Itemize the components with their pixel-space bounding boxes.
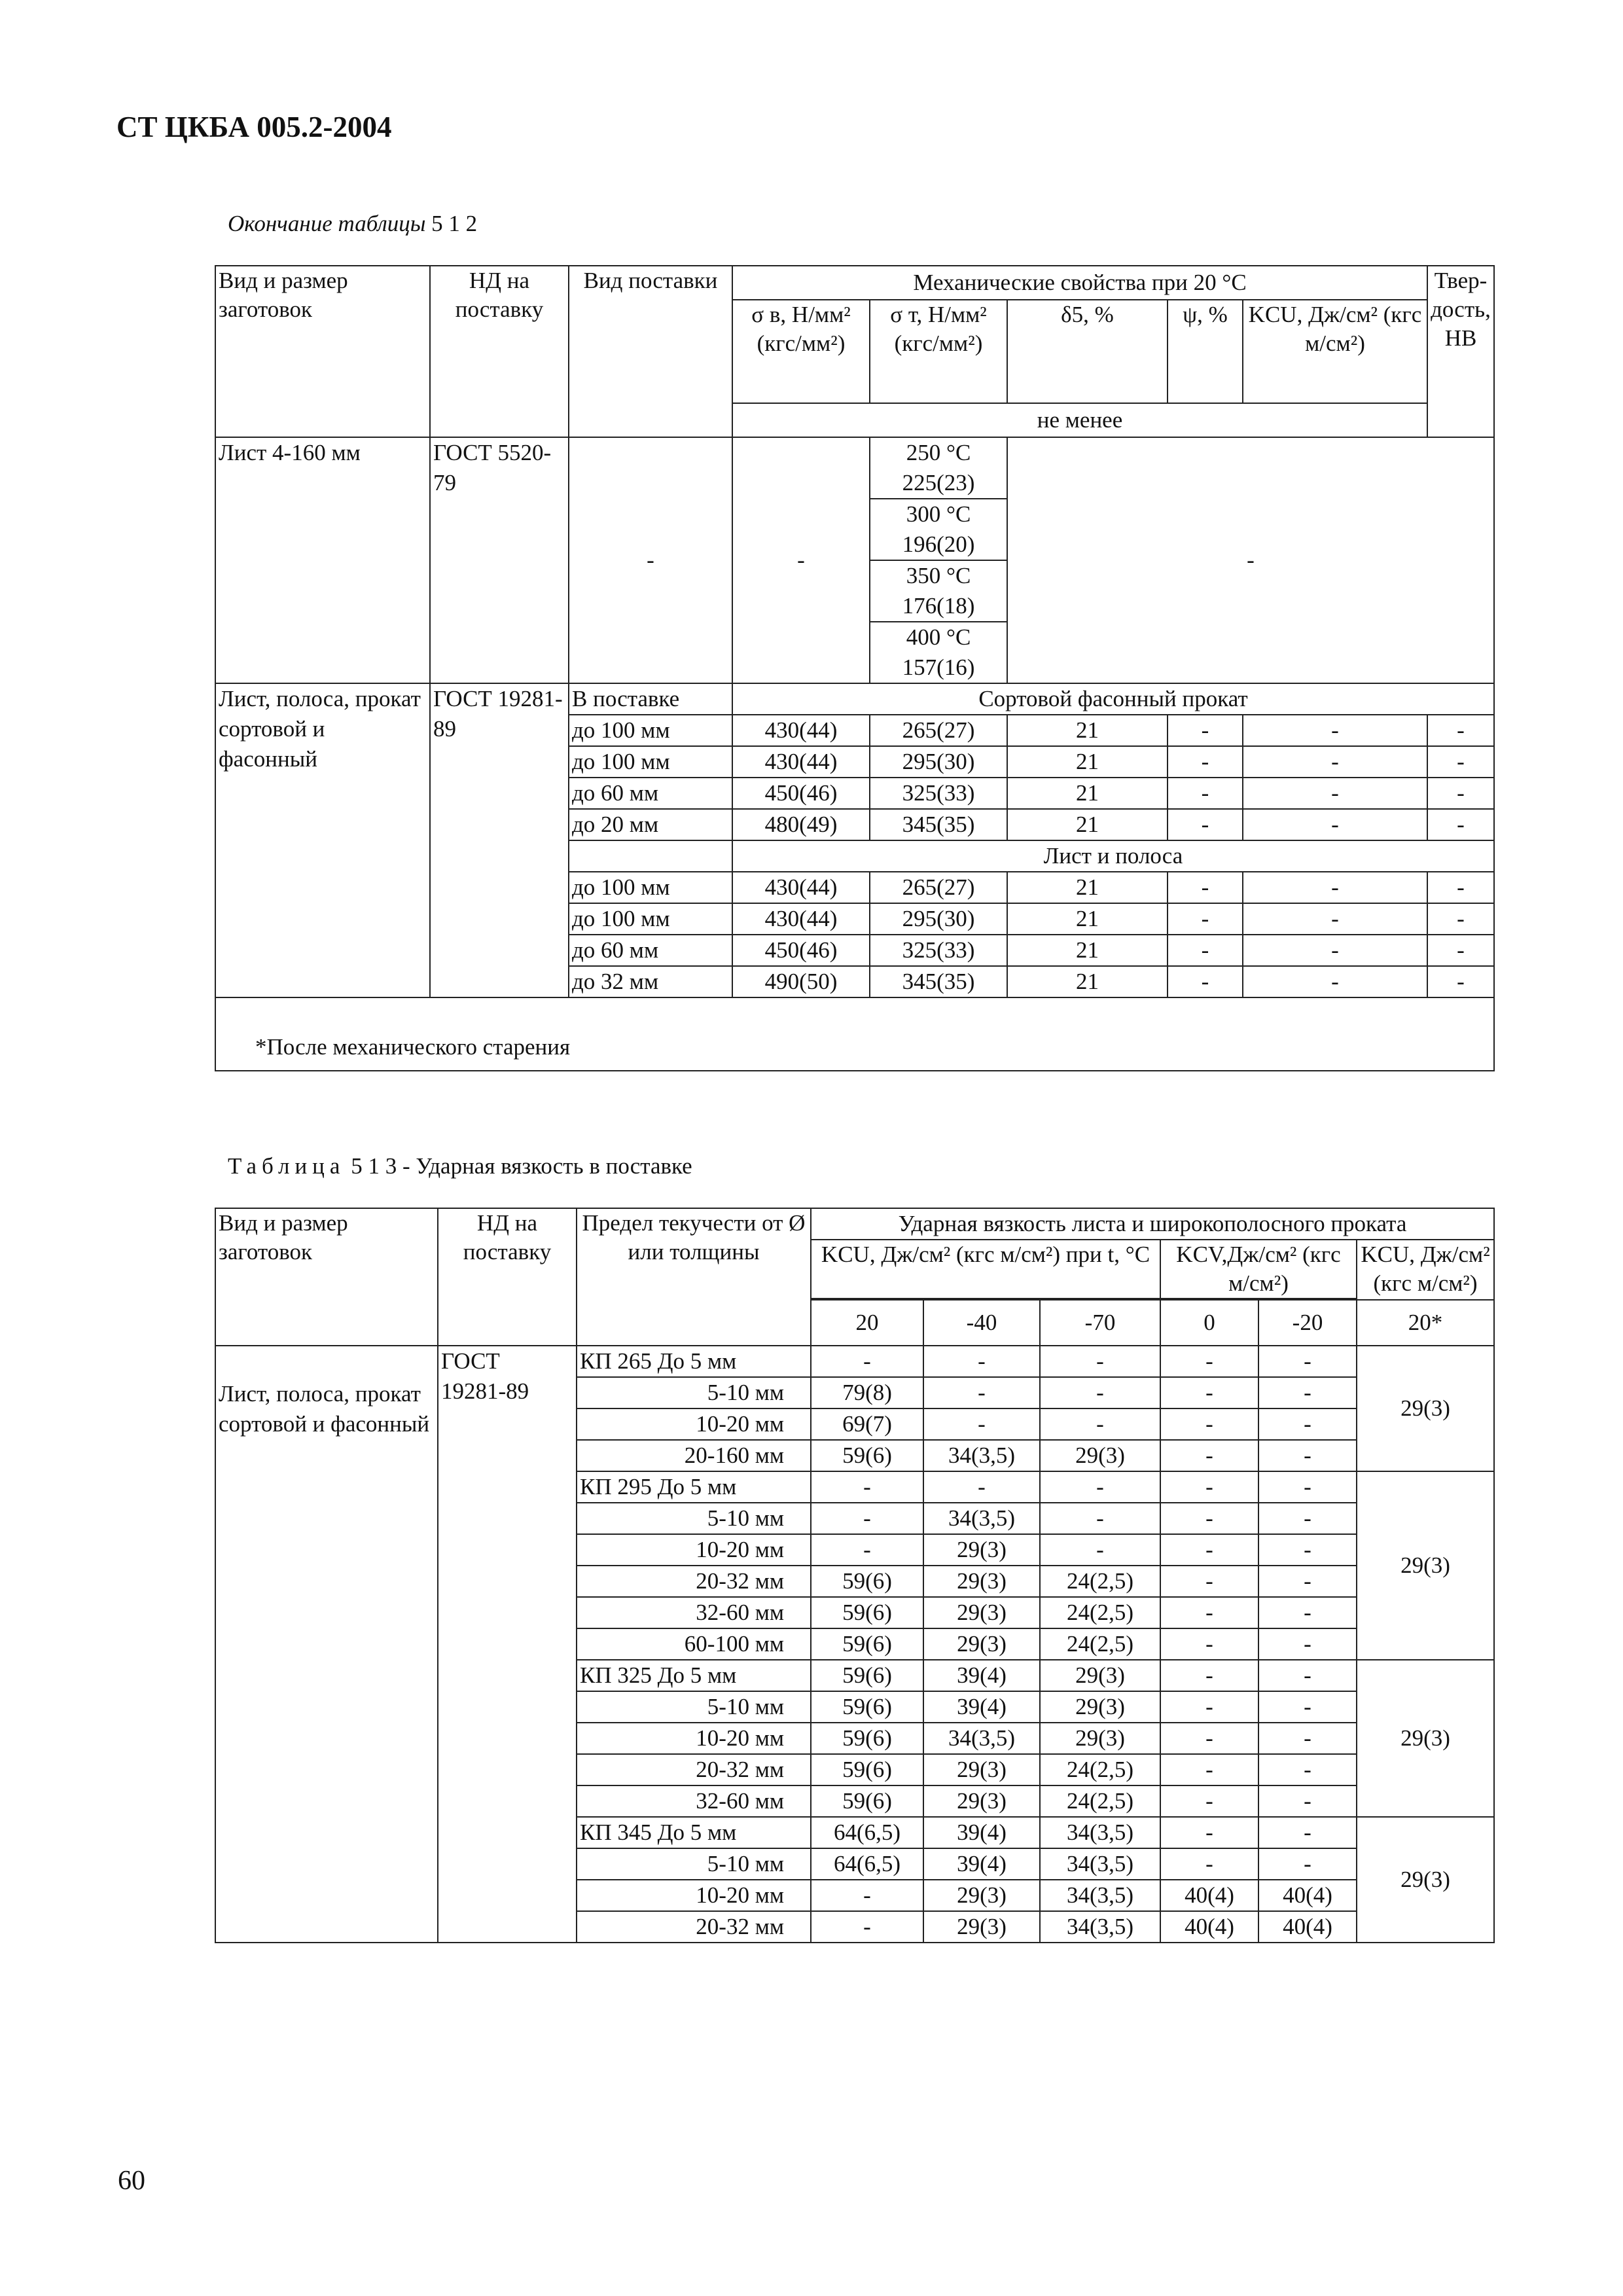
yield-size-cell: 60-100 мм [577, 1628, 811, 1660]
temp-value: 157(16) [902, 655, 975, 680]
header-blank-type: Вид и размер заготовок [215, 266, 430, 437]
size-cell: до 100 мм [569, 715, 732, 746]
value-cell: 29(3) [923, 1911, 1040, 1943]
value-cell: - [923, 1408, 1040, 1440]
value-cell: 480(49) [732, 809, 870, 840]
value-cell: - [811, 1503, 923, 1534]
temp-value: 225(23) [902, 470, 975, 495]
aged-kcu-cell: 29(3) [1357, 1817, 1494, 1943]
value-cell: 40(4) [1258, 1880, 1357, 1911]
value-cell: - [1427, 966, 1494, 997]
aged-kcu-cell: 29(3) [1357, 1660, 1494, 1817]
value-cell: 430(44) [732, 872, 870, 903]
yield-size-cell: 20-32 мм [577, 1911, 811, 1943]
value-cell: - [1160, 1660, 1258, 1691]
yield-size-cell: 10-20 мм [577, 1880, 811, 1911]
value-cell: 29(3) [923, 1628, 1040, 1660]
value-cell: - [1427, 715, 1494, 746]
value-cell: 29(3) [1040, 1440, 1160, 1471]
value-cell: 39(4) [923, 1817, 1040, 1848]
value-cell: - [1160, 1408, 1258, 1440]
value-cell: - [1243, 935, 1427, 966]
value-cell: - [1258, 1628, 1357, 1660]
value-cell: - [1160, 1346, 1258, 1377]
value-cell: - [1427, 809, 1494, 840]
row2-delivery-header: В поставке [569, 683, 732, 715]
yield-size-cell: 10-20 мм [577, 1534, 811, 1566]
header-yield-limit: Предел текучести от Ø или толщины [577, 1208, 811, 1346]
value-cell: 29(3) [923, 1880, 1040, 1911]
value-cell: - [1160, 1628, 1258, 1660]
value-cell: 29(3) [923, 1534, 1040, 1566]
value-cell: - [1243, 903, 1427, 935]
header-impact-group: Ударная вязкость листа и широкополосного проката [811, 1208, 1494, 1240]
yield-size-cell: 5-10 мм [577, 1503, 811, 1534]
value-cell: - [1243, 966, 1427, 997]
value-cell: 34(3,5) [1040, 1848, 1160, 1880]
table-5-13-caption-word: Таблица [228, 1153, 346, 1179]
value-cell: - [1168, 903, 1243, 935]
row1-delivery: - [569, 437, 732, 683]
value-cell: - [1040, 1377, 1160, 1408]
value-cell: 34(3,5) [1040, 1911, 1160, 1943]
row1-temp-cell [870, 499, 1007, 560]
header-blank-type: Вид и размер заготовок [215, 1208, 438, 1346]
header-kcu: KCU, Дж/см² (кгс м/см²) при t, °С [811, 1240, 1160, 1299]
value-cell: - [1243, 746, 1427, 778]
value-cell: - [1258, 1723, 1357, 1754]
value-cell: - [1258, 1597, 1357, 1628]
value-cell: 59(6) [811, 1723, 923, 1754]
page-number: 60 [118, 2166, 145, 2196]
value-cell: - [1427, 903, 1494, 935]
value-cell: - [1040, 1471, 1160, 1503]
header-delta: δ5, % [1007, 300, 1168, 403]
value-cell: - [1160, 1691, 1258, 1723]
value-cell: 29(3) [923, 1597, 1040, 1628]
table-5-13-body [215, 1208, 1494, 1943]
value-cell: - [923, 1346, 1040, 1377]
value-cell: 430(44) [732, 903, 870, 935]
section-shaped-rolled: Сортовой фасонный прокат [732, 683, 1494, 715]
value-cell: 21 [1007, 746, 1168, 778]
value-cell: - [1258, 1660, 1357, 1691]
value-cell: - [1168, 966, 1243, 997]
temp-label: 350 °С [906, 563, 971, 588]
value-cell: 24(2,5) [1040, 1754, 1160, 1785]
value-cell: 21 [1007, 903, 1168, 935]
value-cell: - [1040, 1408, 1160, 1440]
value-cell: 29(3) [1040, 1723, 1160, 1754]
value-cell: 40(4) [1160, 1880, 1258, 1911]
value-cell: - [1168, 715, 1243, 746]
value-cell: - [1160, 1440, 1258, 1471]
value-cell: - [1243, 872, 1427, 903]
yield-size-cell: 20-32 мм [577, 1566, 811, 1597]
value-cell: - [1258, 1848, 1357, 1880]
header-sigma-v: σ в, Н/мм² (кгс/мм²) [732, 300, 870, 403]
nd-line: ГОСТ [441, 1348, 500, 1374]
value-cell: 39(4) [923, 1691, 1040, 1723]
value-cell: - [1258, 1754, 1357, 1785]
value-cell: - [1258, 1534, 1357, 1566]
value-cell: - [811, 1346, 923, 1377]
value-cell: 40(4) [1258, 1911, 1357, 1943]
yield-size-cell: 20-160 мм [577, 1440, 811, 1471]
table-5-12-caption [228, 211, 477, 237]
size-cell: до 100 мм [569, 746, 732, 778]
value-cell: - [1160, 1566, 1258, 1597]
header-psi: ψ, % [1168, 300, 1243, 403]
header-nd: НД на поставку [430, 266, 569, 437]
value-cell: - [1040, 1534, 1160, 1566]
value-cell: - [1427, 778, 1494, 809]
table-row [215, 1346, 1494, 1377]
temp-value: 176(18) [902, 593, 975, 619]
yield-size-cell: КП 295 До 5 мм [577, 1471, 811, 1503]
table-5-13-caption [228, 1153, 692, 1179]
temp-label: 400 °С [906, 624, 971, 650]
yield-size-cell: 5-10 мм [577, 1848, 811, 1880]
value-cell: 59(6) [811, 1754, 923, 1785]
value-cell: - [1168, 809, 1243, 840]
value-cell: 24(2,5) [1040, 1785, 1160, 1817]
value-cell: 34(3,5) [1040, 1880, 1160, 1911]
row1-temp-cell [870, 622, 1007, 683]
value-cell: 24(2,5) [1040, 1566, 1160, 1597]
value-cell: 21 [1007, 966, 1168, 997]
value-cell: 265(27) [870, 715, 1007, 746]
value-cell: - [1258, 1503, 1357, 1534]
value-cell: 59(6) [811, 1628, 923, 1660]
row1-nd: ГОСТ 5520-79 [430, 437, 569, 683]
value-cell: 29(3) [1040, 1691, 1160, 1723]
header-kcu: KCU, Дж/см² (кгс м/см²) [1243, 300, 1427, 403]
row1-sigma-v: - [732, 437, 870, 683]
temp-label: 250 °С [906, 440, 971, 465]
yield-size-cell: 10-20 мм [577, 1723, 811, 1754]
yield-size-cell: 5-10 мм [577, 1377, 811, 1408]
table-5-13-caption-text: 5 1 3 - Ударная вязкость в поставке [351, 1153, 692, 1179]
nd-line: 19281-89 [441, 1378, 529, 1404]
value-cell: - [1040, 1346, 1160, 1377]
value-cell: - [1243, 715, 1427, 746]
value-cell: - [1168, 935, 1243, 966]
empty-cell [569, 840, 732, 872]
value-cell: - [923, 1471, 1040, 1503]
yield-size-cell: 32-60 мм [577, 1785, 811, 1817]
header-mech-properties: Механические свойства при 20 °С [732, 266, 1427, 300]
value-cell: - [1258, 1471, 1357, 1503]
header-sigma-t: σ т, Н/мм² (кгс/мм²) [870, 300, 1007, 403]
header-temp: 20* [1357, 1300, 1494, 1346]
value-cell: 24(2,5) [1040, 1628, 1160, 1660]
value-cell: 64(6,5) [811, 1848, 923, 1880]
row1-temp-cell [870, 437, 1007, 499]
yield-size-cell: КП 345 До 5 мм [577, 1817, 811, 1848]
value-cell: - [1258, 1566, 1357, 1597]
header-temp: -40 [923, 1300, 1040, 1346]
value-cell: - [1160, 1471, 1258, 1503]
value-cell: - [1168, 778, 1243, 809]
value-cell: 29(3) [1040, 1660, 1160, 1691]
value-cell: 59(6) [811, 1440, 923, 1471]
table-5-12-caption-number: 5 1 2 [431, 211, 478, 236]
value-cell: 430(44) [732, 715, 870, 746]
size-cell: до 100 мм [569, 903, 732, 935]
row2-blank: Лист, полоса, прокат сортовой и фасонный [215, 683, 430, 997]
value-cell: 430(44) [732, 746, 870, 778]
size-cell: до 100 мм [569, 872, 732, 903]
value-cell: 59(6) [811, 1566, 923, 1597]
header-kcu-aged: KCU, Дж/см² (кгс м/см²) [1357, 1240, 1494, 1300]
value-cell: 265(27) [870, 872, 1007, 903]
value-cell: 34(3,5) [923, 1723, 1040, 1754]
yield-size-cell: 32-60 мм [577, 1597, 811, 1628]
value-cell: 21 [1007, 935, 1168, 966]
value-cell: 490(50) [732, 966, 870, 997]
value-cell: 325(33) [870, 935, 1007, 966]
value-cell: 64(6,5) [811, 1817, 923, 1848]
value-cell: - [1160, 1754, 1258, 1785]
value-cell: 69(7) [811, 1408, 923, 1440]
value-cell: - [1040, 1503, 1160, 1534]
table-5-12-caption-prefix: Окончание таблицы [228, 211, 426, 236]
yield-size-cell: 10-20 мм [577, 1408, 811, 1440]
value-cell: 325(33) [870, 778, 1007, 809]
value-cell: 450(46) [732, 778, 870, 809]
value-cell: 345(35) [870, 809, 1007, 840]
value-cell: - [1258, 1346, 1357, 1377]
blank-type-cell: Лист, полоса, прокат сортовой и фасонный [215, 1346, 438, 1943]
value-cell: - [811, 1471, 923, 1503]
header-min-note: не менее [732, 403, 1427, 437]
value-cell: - [811, 1880, 923, 1911]
size-cell: до 32 мм [569, 966, 732, 997]
value-cell: 450(46) [732, 935, 870, 966]
header-temp: -20 [1258, 1300, 1357, 1346]
value-cell: 21 [1007, 715, 1168, 746]
header-temp: -70 [1040, 1300, 1160, 1346]
header-nd: НД на поставку [438, 1208, 577, 1346]
value-cell: - [811, 1534, 923, 1566]
header-delivery-type: Вид поставки [569, 266, 732, 437]
value-cell: - [1168, 746, 1243, 778]
yield-size-cell: 20-32 мм [577, 1754, 811, 1785]
value-cell: 21 [1007, 778, 1168, 809]
section-sheet-strip: Лист и полоса [732, 840, 1494, 872]
yield-size-cell: КП 265 До 5 мм [577, 1346, 811, 1377]
row1-other-values: - [1007, 437, 1494, 683]
value-cell: - [1160, 1534, 1258, 1566]
value-cell: 39(4) [923, 1848, 1040, 1880]
value-cell: - [1427, 872, 1494, 903]
nd-cell [438, 1346, 577, 1943]
value-cell: 21 [1007, 872, 1168, 903]
value-cell: 34(3,5) [923, 1503, 1040, 1534]
value-cell: 24(2,5) [1040, 1597, 1160, 1628]
value-cell: - [1160, 1723, 1258, 1754]
value-cell: 34(3,5) [1040, 1817, 1160, 1848]
value-cell: - [1258, 1440, 1357, 1471]
header-hardness: Твер-дость, НВ [1427, 266, 1494, 437]
value-cell: 79(8) [811, 1377, 923, 1408]
size-cell: до 60 мм [569, 935, 732, 966]
value-cell: 59(6) [811, 1597, 923, 1628]
value-cell: - [1160, 1817, 1258, 1848]
value-cell: 295(30) [870, 903, 1007, 935]
value-cell: 59(6) [811, 1785, 923, 1817]
temp-value: 196(20) [902, 531, 975, 557]
size-cell: до 20 мм [569, 809, 732, 840]
value-cell: - [1258, 1377, 1357, 1408]
row1-temp-cell [870, 560, 1007, 622]
value-cell: 29(3) [923, 1566, 1040, 1597]
value-cell: - [1160, 1848, 1258, 1880]
value-cell: - [1243, 809, 1427, 840]
row1-blank: Лист 4-160 мм [215, 437, 430, 683]
value-cell: 34(3,5) [923, 1440, 1040, 1471]
yield-size-cell: 5-10 мм [577, 1691, 811, 1723]
value-cell: 295(30) [870, 746, 1007, 778]
document-title: СТ ЦКБА 005.2-2004 [116, 111, 392, 143]
value-cell: - [1427, 935, 1494, 966]
value-cell: 59(6) [811, 1660, 923, 1691]
value-cell: 39(4) [923, 1660, 1040, 1691]
size-cell: до 60 мм [569, 778, 732, 809]
value-cell: - [1427, 746, 1494, 778]
value-cell: - [1258, 1785, 1357, 1817]
value-cell: - [1168, 872, 1243, 903]
value-cell: 345(35) [870, 966, 1007, 997]
aged-kcu-cell: 29(3) [1357, 1471, 1494, 1660]
header-temp: 20 [811, 1300, 923, 1346]
table-5-12 [215, 265, 1495, 1071]
row2-nd: ГОСТ 19281-89 [430, 683, 569, 997]
header-kcv: KCV,Дж/см² (кгс м/см²) [1160, 1240, 1357, 1299]
table-5-13 [215, 1208, 1495, 1943]
yield-size-cell: КП 325 До 5 мм [577, 1660, 811, 1691]
table-5-12-body [215, 266, 1494, 1071]
value-cell: 40(4) [1160, 1911, 1258, 1943]
value-cell: - [923, 1377, 1040, 1408]
value-cell: - [1160, 1503, 1258, 1534]
value-cell: - [1258, 1691, 1357, 1723]
value-cell: 29(3) [923, 1785, 1040, 1817]
value-cell: - [1160, 1597, 1258, 1628]
footnote: *После механического старения [215, 997, 1494, 1071]
aged-kcu-cell: 29(3) [1357, 1346, 1494, 1471]
value-cell: - [1160, 1377, 1258, 1408]
value-cell: 21 [1007, 809, 1168, 840]
value-cell: 29(3) [923, 1754, 1040, 1785]
header-temp: 0 [1160, 1300, 1258, 1346]
value-cell: - [1258, 1817, 1357, 1848]
value-cell: - [1243, 778, 1427, 809]
value-cell: 59(6) [811, 1691, 923, 1723]
value-cell: - [811, 1911, 923, 1943]
temp-label: 300 °С [906, 501, 971, 527]
value-cell: - [1160, 1785, 1258, 1817]
value-cell: - [1258, 1408, 1357, 1440]
